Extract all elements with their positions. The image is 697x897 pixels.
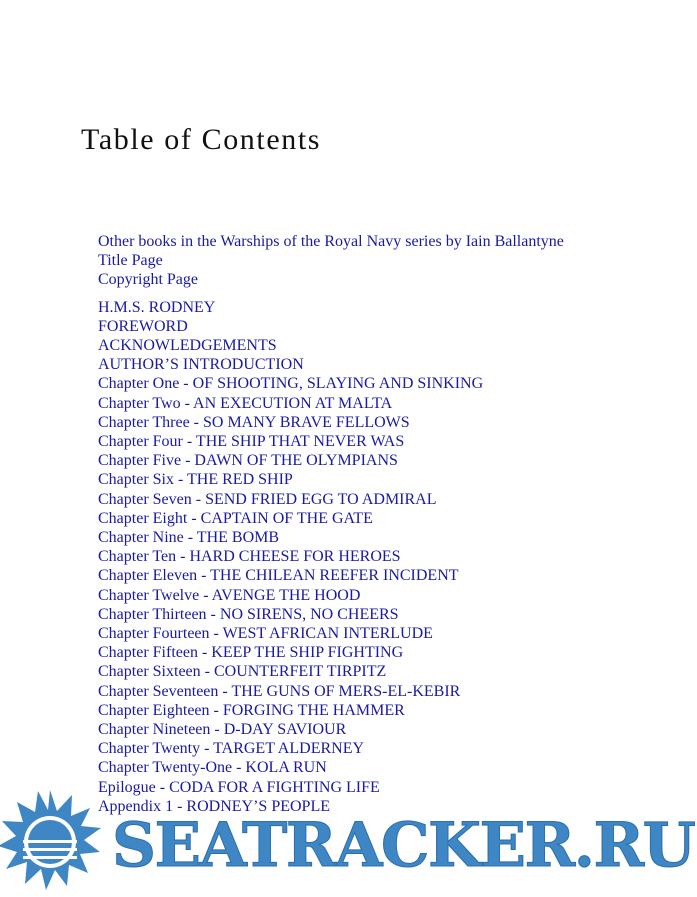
toc-link-chapter-1[interactable]: Chapter One - OF SHOOTING, SLAYING AND SINKING (98, 375, 484, 393)
toc-item (98, 317, 564, 336)
toc-link-hms-rodney[interactable]: H.M.S. RODNEY (98, 298, 216, 316)
toc-item (98, 720, 564, 739)
toc-link-chapter-2[interactable]: Chapter Two - AN EXECUTION AT MALTA (98, 394, 393, 412)
toc-item (98, 490, 564, 509)
toc-link-chapter-8[interactable]: Chapter Eight - CAPTAIN OF THE GATE (98, 509, 373, 527)
toc-item (98, 232, 564, 251)
toc-link-acknowledgements[interactable]: ACKNOWLEDGEMENTS (98, 337, 277, 355)
toc-item (98, 758, 564, 777)
toc-link-chapter-13[interactable]: Chapter Thirteen - NO SIRENS, NO CHEERS (98, 605, 399, 623)
toc-item (98, 394, 564, 413)
toc-link-chapter-16[interactable]: Chapter Sixteen - COUNTERFEIT TIRPITZ (98, 663, 387, 681)
toc-link-chapter-9[interactable]: Chapter Nine - THE BOMB (98, 529, 280, 547)
toc-link-chapter-10[interactable]: Chapter Ten - HARD CHEESE FOR HEROES (98, 548, 401, 566)
toc-item (98, 547, 564, 566)
toc-link-other-books[interactable]: Other books in the Warships of the Royal Navy series by Iain Ballantyne (98, 233, 564, 250)
toc-link-chapter-5[interactable]: Chapter Five - DAWN OF THE OLYMPIANS (98, 452, 398, 470)
toc-link-chapter-7[interactable]: Chapter Seven - SEND FRIED EGG TO ADMIRAL (98, 490, 437, 508)
toc-item (98, 739, 564, 758)
toc-item (98, 682, 564, 701)
toc-link-epilogue[interactable]: Epilogue - CODA FOR A FIGHTING LIFE (98, 778, 380, 796)
toc-link-chapter-6[interactable]: Chapter Six - THE RED SHIP (98, 471, 293, 489)
toc-item (98, 374, 564, 393)
toc-link-chapter-21[interactable]: Chapter Twenty-One - KOLA RUN (98, 759, 327, 777)
toc-link-authors-introduction[interactable]: AUTHOR’S INTRODUCTION (98, 356, 304, 374)
toc-item (98, 566, 564, 585)
toc-item (98, 355, 564, 374)
toc-link-chapter-4[interactable]: Chapter Four - THE SHIP THAT NEVER WAS (98, 433, 405, 451)
toc-item (98, 251, 564, 270)
toc-item (98, 605, 564, 624)
watermark-text: SEATRACKER.RU (112, 810, 695, 881)
toc-link-chapter-20[interactable]: Chapter Twenty - TARGET ALDERNEY (98, 740, 365, 758)
toc-link-chapter-18[interactable]: Chapter Eighteen - FORGING THE HAMMER (98, 701, 405, 719)
toc-link-chapter-19[interactable]: Chapter Nineteen - D-DAY SAVIOUR (98, 721, 347, 739)
toc-item (98, 298, 564, 317)
toc-item (98, 432, 564, 451)
toc-link-chapter-12[interactable]: Chapter Twelve - AVENGE THE HOOD (98, 586, 361, 604)
toc-link-appendix-1[interactable]: Appendix 1 - RODNEY’S PEOPLE (98, 797, 330, 815)
page-title: Table of Contents (81, 123, 322, 156)
toc-link-chapter-14[interactable]: Chapter Fourteen - WEST AFRICAN INTERLUDE (98, 625, 433, 643)
toc-item (98, 586, 564, 605)
toc-item (98, 451, 564, 470)
toc-link-chapter-3[interactable]: Chapter Three - SO MANY BRAVE FELLOWS (98, 413, 410, 431)
toc-link-copyright-page[interactable]: Copyright Page (98, 271, 198, 289)
toc-link-title-page[interactable]: Title Page (98, 252, 163, 270)
toc-link-chapter-11[interactable]: Chapter Eleven - THE CHILEAN REEFER INCIDENT (98, 567, 459, 585)
table-of-contents (98, 232, 564, 816)
toc-link-chapter-15[interactable]: Chapter Fifteen - KEEP THE SHIP FIGHTING (98, 644, 404, 662)
toc-link-foreword[interactable]: FOREWORD (98, 317, 188, 335)
toc-item (98, 470, 564, 489)
toc-item (98, 509, 564, 528)
toc-link-chapter-17[interactable]: Chapter Seventeen - THE GUNS OF MERS-EL-KEBIR (98, 682, 461, 700)
toc-item (98, 662, 564, 681)
toc-item (98, 270, 564, 289)
toc-item (98, 413, 564, 432)
sun-burst-icon (0, 790, 101, 890)
toc-item (98, 528, 564, 547)
toc-item (98, 336, 564, 355)
toc-item (98, 643, 564, 662)
toc-item (98, 624, 564, 643)
toc-item (98, 701, 564, 720)
